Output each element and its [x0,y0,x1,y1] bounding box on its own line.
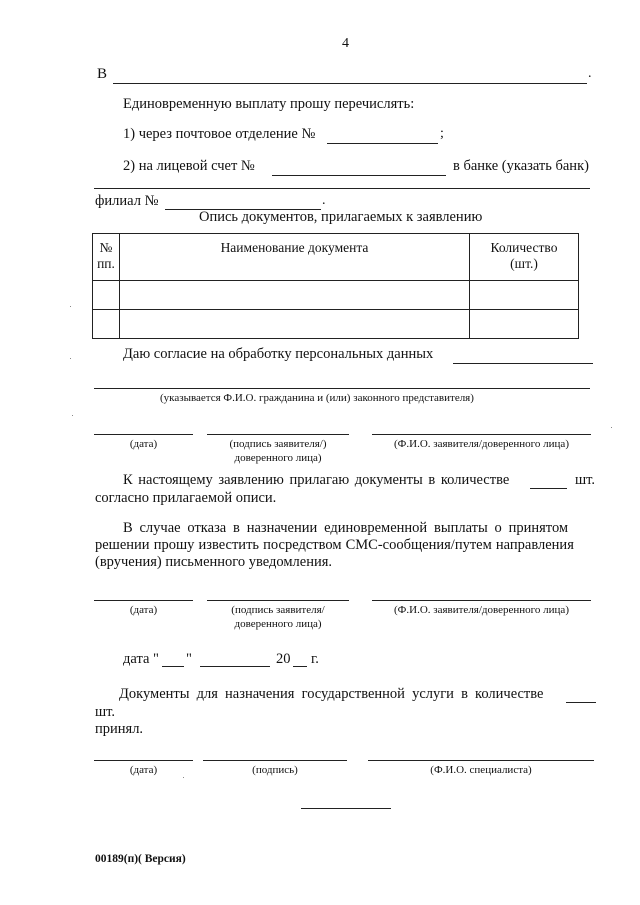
accepted-line1: Документы для назначения государственной услуги в количестве [119,686,544,702]
table-row [93,281,579,310]
sig1-date-field[interactable] [94,434,193,435]
attach-line1-end: шт. [575,472,596,488]
closing-rule [301,808,391,809]
sig1-sign-field[interactable] [207,434,349,435]
col-number-line2: пп. [97,256,115,271]
table-cell[interactable] [93,310,120,339]
attach-line1: К настоящему заявлению прилагаю документы в количестве [123,472,510,488]
scan-speck [611,427,612,428]
date-month-field[interactable] [200,666,270,667]
branch-end: . [322,193,326,208]
date-year-field[interactable] [293,666,307,667]
sig1-date-label: (дата) [129,438,158,450]
accepted-count-field[interactable] [566,702,596,703]
account-field[interactable] [272,175,446,176]
sig1-sign-label-2: доверенного лица) [234,452,322,464]
date-suffix: г. [311,651,319,667]
sig2-sign-label-2: доверенного лица) [234,618,322,630]
bank-label: в банке (указать банк) [453,158,589,174]
payment-intro: Единовременную выплату прошу перечислять: [123,96,415,112]
col-name-label: Наименование документа [220,240,369,255]
refusal-line3: (вручения) письменного уведомления. [95,554,333,570]
sig3-name-label: (Ф.И.О. специалиста) [430,764,532,776]
col-qty-header [470,234,579,281]
table-cell[interactable] [93,281,120,310]
sig3-sign-label: (подпись) [252,764,298,776]
option1-end: ; [440,126,444,141]
sig2-name-field[interactable] [372,600,591,601]
sig1-sign-label-1: (подпись заявителя/) [229,438,327,450]
addressee-field[interactable] [113,83,587,84]
consent-name-field[interactable] [94,388,590,389]
addressee-prefix: В [97,66,108,82]
table-header-row [93,234,579,281]
consent-field[interactable] [453,363,593,364]
refusal-line2: решении прошу известить посредством СМС-сообщения/путем направления [95,537,574,553]
addressee-end: . [588,66,592,81]
scan-speck [72,415,73,416]
sig3-name-field[interactable] [368,760,594,761]
table-cell[interactable] [470,281,579,310]
scan-speck [70,358,71,359]
table-cell[interactable] [120,310,470,339]
consent-note: (указывается Ф.И.О. гражданина и (или) законного представителя) [160,392,474,404]
col-number-line1: № [99,240,113,255]
col-number-header [93,234,120,281]
col-name-header [120,234,470,281]
footer-code: 00189(п)( Версия) [95,853,186,865]
sig2-sign-field[interactable] [207,600,349,601]
sig1-name-label: (Ф.И.О. заявителя/доверенного лица) [394,438,569,450]
sig2-date-label: (дата) [129,604,158,616]
attach-count-field[interactable] [530,488,567,489]
page-number: 4 [342,36,349,51]
sig3-date-field[interactable] [94,760,193,761]
date-prefix: дата " [123,651,159,667]
inventory-title: Опись документов, прилагаемых к заявлению [199,209,483,225]
table-row [93,310,579,339]
table-cell[interactable] [120,281,470,310]
col-qty-line1: Количество [490,240,558,255]
sig2-sign-label-1: (подпись заявителя/ [231,604,325,616]
sig2-date-field[interactable] [94,600,193,601]
accepted-line3: принял. [95,721,144,737]
sig3-sign-field[interactable] [203,760,347,761]
date-day-field[interactable] [162,666,184,667]
post-office-field[interactable] [327,143,438,144]
branch-label: филиал № [95,193,159,209]
option1-label: 1) через почтовое отделение № [123,126,316,142]
option2-label: 2) на лицевой счет № [123,158,255,174]
consent-text: Даю согласие на обработку персональных данных [123,346,434,362]
sig2-name-label: (Ф.И.О. заявителя/доверенного лица) [394,604,569,616]
col-qty-line2: (шт.) [510,256,538,271]
sig1-name-field[interactable] [372,434,591,435]
refusal-line1: В случае отказа в назначении единовременной выплаты о принятом [123,520,569,536]
table-cell[interactable] [470,310,579,339]
scan-speck [70,306,71,307]
scan-speck [183,777,184,778]
inventory-table [92,233,579,339]
sig3-date-label: (дата) [129,764,158,776]
bank-field[interactable] [94,188,590,189]
date-mid: " [186,651,192,667]
attach-line2: согласно прилагаемой описи. [95,490,277,506]
date-year: 20 [276,651,291,667]
accepted-line2: шт. [95,704,116,720]
